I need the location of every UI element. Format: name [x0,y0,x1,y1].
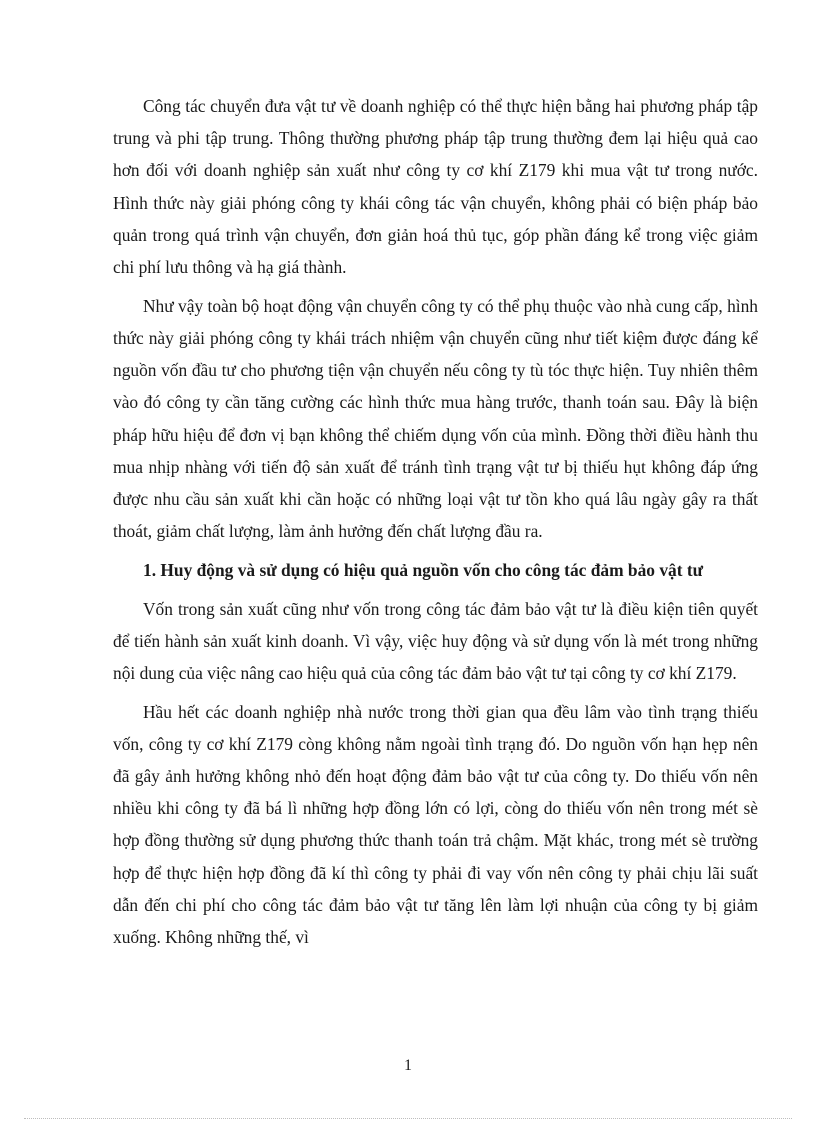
paragraph-capital-shortage: Hầu hết các doanh nghiệp nhà nước trong thời gian qua đều lâm vào tình trạng thiếu vốn, công ty cơ khí Z179 còng không nằm ngoài tình trạng đó. Do nguồn vốn hạn hẹp nên đã gây ảnh hưởng không nhỏ đến hoạt động đảm bảo vật tư của công ty. Do thiếu vốn nên nhiều khi công ty đã bá lì những hợp đồng lớn có lợi, còng do thiếu vốn nên trong mét sè hợp đồng thường sử dụng phương thức thanh toán trả chậm. Mặt khác, trong mét sè trường hợp để thực hiện hợp đồng đã kí thì công ty phải đi vay vốn nên công ty phải chịu lãi suất dẫn đến chi phí cho công tác đảm bảo vật tư tăng lên làm lợi nhuận của công ty bị giảm xuống. Không những thế, vì [113,701,758,948]
paragraph-transport-methods: Công tác chuyển đưa vật tư về doanh nghiệp có thể thực hiện bằng hai phương pháp tập trung và phi tập trung. Thông thường phương pháp tập trung thường đem lại hiệu quả cao hơn đối với doanh nghiệp sản xuất như công ty cơ khí Z179 khi mua vật tư trong nước. Hình thức này giải phóng công ty khái công tác vận chuyển, không phải có biện pháp bảo quản trong quá trình vận chuyển, đơn giản hoá thủ tục, góp phần đáng kể trong việc giảm chi phí lưu thông và hạ giá thành. [113,96,758,278]
paragraph-capital-prerequisite: Vốn trong sản xuất cũng như vốn trong công tác đảm bảo vật tư là điều kiện tiên quyết để tiến hành sản xuất kinh doanh. Vì vậy, việc huy động và sử dụng vốn là mét trong những nội dung của việc nâng cao hiệu quả của công tác đảm bảo vật tư tại công ty cơ khí Z179. [113,598,758,683]
paragraph-supplier-transport: Như vậy toàn bộ hoạt động vận chuyển công ty có thể phụ thuộc vào nhà cung cấp, hình thức này giải phóng công ty khái trách nhiệm vận chuyển cũng như tiết kiệm được đáng kể nguồn vốn đầu tư cho phương tiện vận chuyển nếu công ty tù tóc thực hiện. Tuy nhiên thêm vào đó công ty cần tăng cường các hình thức mua hàng trước, thanh toán sau. Đây là biện pháp hữu hiệu để đơn vị bạn không thể chiếm dụng vốn của mình. Đồng thời điều hành thu mua nhịp nhàng với tiến độ sản xuất để tránh tình trạng vật tư bị thiếu hụt không đáp ứng được nhu cầu sản xuất khi cần hoặc có những loại vật tư tồn kho quá lâu ngày gây ra thất thoát, giảm chất lượng, làm ảnh hưởng đến chất lượng đầu ra. [113,295,758,542]
document-body [113,90,758,960]
page-bottom-divider [24,1118,792,1119]
section-heading-capital: 1. Huy động và sử dụng có hiệu quả nguồn vốn cho công tác đảm bảo vật tư [143,559,704,580]
page-number: 1 [404,1057,412,1074]
